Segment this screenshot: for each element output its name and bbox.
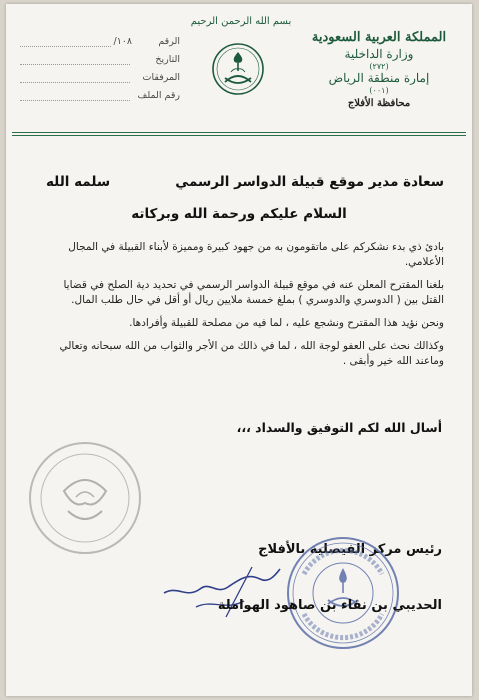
body-paragraph-3: ونحن نؤيد هذا المقترح ونشجع عليه ، لما فيه من مصلحة للقبيلة وأفرادها. (129, 317, 444, 329)
signatory-name: الحديبي بن نقاء بن صاهود الهواملة (217, 598, 442, 613)
greeting: السلام عليكم ورحمة الله وبركاته (131, 206, 347, 222)
signatory-title: رئيس مركز الفيصلية بالأفلاج (258, 542, 442, 557)
reference-block (20, 32, 180, 104)
governorate-name: محافظة الأفلاج (347, 98, 411, 109)
addressee: سعادة مدير موقع قبيلة الدواسر الرسمي (175, 174, 444, 190)
attachments-label: المرفقات (142, 71, 180, 83)
header-divider (12, 132, 466, 133)
attachments-row (20, 68, 180, 86)
emirate-name: إمارة منطقة الرياض (328, 71, 430, 85)
letter-body (50, 240, 444, 377)
file-label: رقم الملف (137, 89, 180, 101)
number-label: الرقم (158, 35, 180, 47)
file-row (20, 86, 180, 104)
date-row (20, 50, 180, 68)
number-value: ١٠٨/ (113, 35, 132, 47)
body-paragraph-2: بلغنا المقترح المعلن عنه في موقع قبيلة الدواسر الرسمي في تحديد دية الصلح في قضايا القتل بين ( الدوسري والدوسري ) بملغ خمسة ملايين ريال أو أقل في حال طلب المال. (63, 279, 444, 306)
date-line (20, 54, 130, 65)
file-line (20, 90, 130, 101)
header-divider-thin (12, 135, 466, 136)
letterhead (304, 30, 454, 109)
letter-sheet (6, 4, 472, 696)
official-seal-stamp-icon (284, 534, 402, 652)
faded-seal-stamp-icon (26, 439, 144, 557)
number-line (20, 36, 111, 47)
ministry-number: (٢٧٢) (369, 62, 389, 71)
kingdom-name: المملكة العربية السعودية (311, 30, 447, 45)
date-label: التاريخ (155, 53, 180, 65)
emirate-number: (٠٠١) (369, 86, 389, 95)
body-paragraph-4: وكذالك نحث على العفو لوجة الله ، لما في ذالك من الأجر والثواب من الله سبحانه وتعالي وماعند الله خير وأبقى . (59, 340, 444, 367)
body-paragraph-1: بادئ ذي بدء نشكركم على ماتقومون به من جهود كبيرة ومميزة لأبناء القبيلة في المجال الأعلامي. (68, 241, 444, 268)
closing-line: أسال الله لكم التوفيق والسداد ،،، (236, 420, 442, 435)
saudi-emblem-icon (211, 42, 265, 96)
salutation-right: سلمه الله (46, 174, 111, 190)
ministry-name: وزارة الداخلية (344, 47, 414, 61)
attachments-line (20, 72, 130, 83)
bismillah: بسم الله الرحمن الرحيم (190, 16, 292, 27)
addressee-line (46, 174, 444, 190)
number-row (20, 32, 180, 50)
